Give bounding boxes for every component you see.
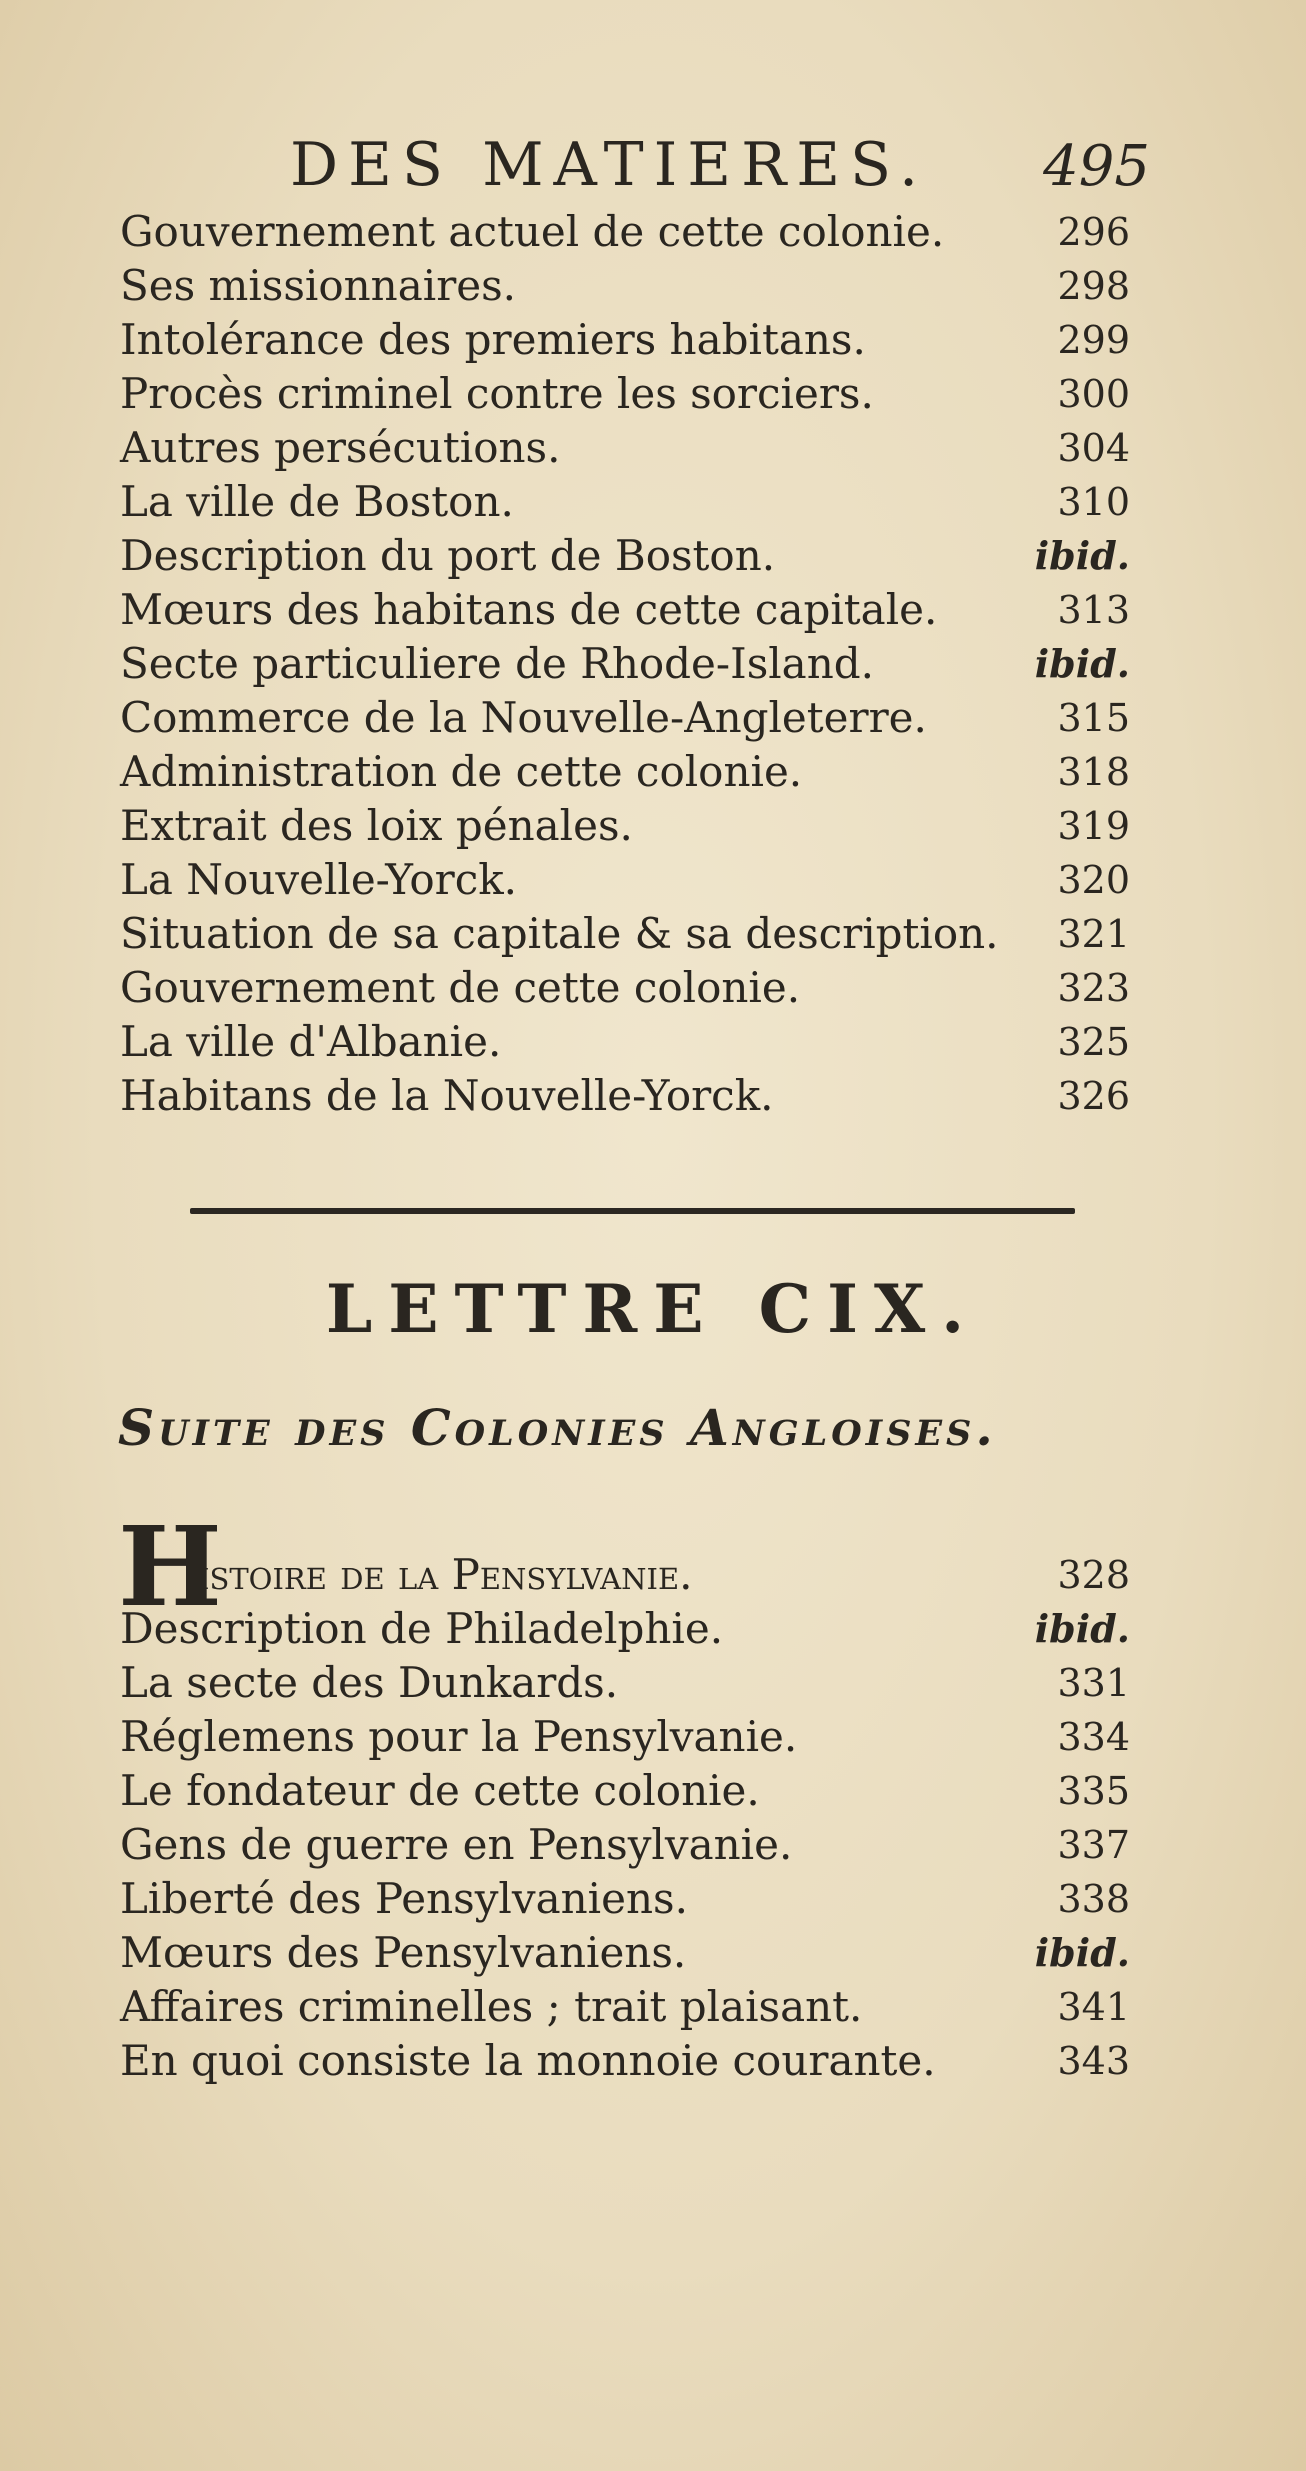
toc-entry-page: 334 xyxy=(1057,1715,1130,1759)
toc-entry-page: 326 xyxy=(1057,1074,1130,1118)
toc-entry xyxy=(120,205,1130,259)
toc-entry xyxy=(120,1926,1130,1980)
toc-entry-page: 310 xyxy=(1057,480,1130,524)
toc-entry-title: Extrait des loix pénales. xyxy=(120,801,633,850)
toc-entry-page: 318 xyxy=(1057,750,1130,794)
toc-entry-page: 296 xyxy=(1057,210,1130,254)
toc-entry-title: Description de Philadelphie. xyxy=(120,1604,724,1653)
toc-entry xyxy=(120,1548,1130,1602)
toc-entry xyxy=(120,1764,1130,1818)
toc-entry-title: Autres persécutions. xyxy=(120,423,561,472)
toc-entry-title: La Nouvelle-Yorck. xyxy=(120,855,518,904)
toc-entry xyxy=(120,1656,1130,1710)
toc-entry-title: Affaires criminelles ; trait plaisant. xyxy=(120,1982,863,2031)
toc-entry xyxy=(120,475,1130,529)
section-heading: Suite des Colonies Angloises. xyxy=(118,1398,997,1457)
toc-entry-title: Intolérance des premiers habitans. xyxy=(120,315,866,364)
toc-entry-title: Mœurs des Pensylvaniens. xyxy=(120,1928,687,1977)
toc-entry xyxy=(120,799,1130,853)
toc-entry-page: 300 xyxy=(1057,372,1130,416)
toc-entry xyxy=(120,313,1130,367)
toc-entry-title: Le fondateur de cette colonie. xyxy=(120,1766,760,1815)
toc-entry xyxy=(120,259,1130,313)
toc-entry xyxy=(120,2034,1130,2088)
toc-entry-title: La ville d'Albanie. xyxy=(120,1017,502,1066)
toc-entry-title: Commerce de la Nouvelle-Angleterre. xyxy=(120,693,927,742)
toc-entry xyxy=(120,367,1130,421)
toc-entry-title: Administration de cette colonie. xyxy=(120,747,803,796)
toc-entry-title: Mœurs des habitans de cette capitale. xyxy=(120,585,938,634)
toc-entry xyxy=(120,1069,1130,1123)
toc-entry xyxy=(120,691,1130,745)
toc-entry-title: La ville de Boston. xyxy=(120,477,514,526)
toc-entry-page: 337 xyxy=(1057,1823,1130,1867)
toc-entry-title: Procès criminel contre les sorciers. xyxy=(120,369,874,418)
toc-entry-page: 319 xyxy=(1057,804,1130,848)
toc-entry-page: 343 xyxy=(1057,2039,1130,2083)
toc-entry xyxy=(120,1602,1130,1656)
toc-entry xyxy=(120,853,1130,907)
page-number: 495 xyxy=(1043,134,1150,199)
toc-entry xyxy=(120,1015,1130,1069)
toc-entry-title: Gouvernement de cette colonie. xyxy=(120,963,801,1012)
toc-entry-page: 328 xyxy=(1057,1553,1130,1597)
running-title: DES MATIERES. xyxy=(290,130,929,200)
toc-entry xyxy=(120,637,1130,691)
toc-entry-page: ibid. xyxy=(1034,641,1130,686)
toc-entry xyxy=(120,1818,1130,1872)
toc-entry-title: Gens de guerre en Pensylvanie. xyxy=(120,1820,793,1869)
toc-entry xyxy=(120,1980,1130,2034)
toc-entry-page: 315 xyxy=(1057,696,1130,740)
toc-entry-page: 331 xyxy=(1057,1661,1130,1705)
toc-entry-page: 320 xyxy=(1057,858,1130,902)
toc-entry-page: ibid. xyxy=(1034,1606,1130,1651)
toc-entry xyxy=(120,961,1130,1015)
toc-entry xyxy=(120,1710,1130,1764)
toc-entry xyxy=(120,907,1130,961)
letter-heading: LETTRE CIX. xyxy=(325,1270,981,1348)
toc-entry xyxy=(120,421,1130,475)
toc-entry-title: Ses missionnaires. xyxy=(120,261,517,310)
toc-entry-title: Liberté des Pensylvaniens. xyxy=(120,1874,688,1923)
toc-entry-page: 325 xyxy=(1057,1020,1130,1064)
table-of-contents-bottom xyxy=(120,1548,1130,2088)
toc-entry-page: 335 xyxy=(1057,1769,1130,1813)
toc-entry-page: 299 xyxy=(1057,318,1130,362)
toc-entry-title: Description du port de Boston. xyxy=(120,531,776,580)
toc-entry-title: Réglemens pour la Pensylvanie. xyxy=(120,1712,798,1761)
toc-entry-page: 304 xyxy=(1057,426,1130,470)
toc-entry-page: 298 xyxy=(1057,264,1130,308)
toc-entry xyxy=(120,583,1130,637)
toc-entry-title: istoire de la Pensylvanie. xyxy=(198,1550,693,1599)
section-divider xyxy=(190,1208,1075,1214)
table-of-contents-top xyxy=(120,205,1130,1123)
toc-entry-page: 313 xyxy=(1057,588,1130,632)
toc-entry-page: ibid. xyxy=(1034,1930,1130,1975)
drop-cap: H xyxy=(118,1502,222,1631)
toc-entry-title: La secte des Dunkards. xyxy=(120,1658,619,1707)
toc-entry-page: 338 xyxy=(1057,1877,1130,1921)
toc-entry-title: Habitans de la Nouvelle-Yorck. xyxy=(120,1071,774,1120)
toc-entry-title: En quoi consiste la monnoie courante. xyxy=(120,2036,936,2085)
toc-entry xyxy=(120,745,1130,799)
toc-entry-title: Secte particuliere de Rhode-Island. xyxy=(120,639,875,688)
toc-entry-page: 341 xyxy=(1057,1985,1130,2029)
running-header xyxy=(290,130,1150,210)
toc-entry-page: 323 xyxy=(1057,966,1130,1010)
toc-entry-page: ibid. xyxy=(1034,533,1130,578)
toc-entry xyxy=(120,1872,1130,1926)
toc-entry xyxy=(120,529,1130,583)
toc-entry-title: Gouvernement actuel de cette colonie. xyxy=(120,207,945,256)
toc-entry-page: 321 xyxy=(1057,912,1130,956)
toc-entry-title: Situation de sa capitale & sa description. xyxy=(120,909,999,958)
